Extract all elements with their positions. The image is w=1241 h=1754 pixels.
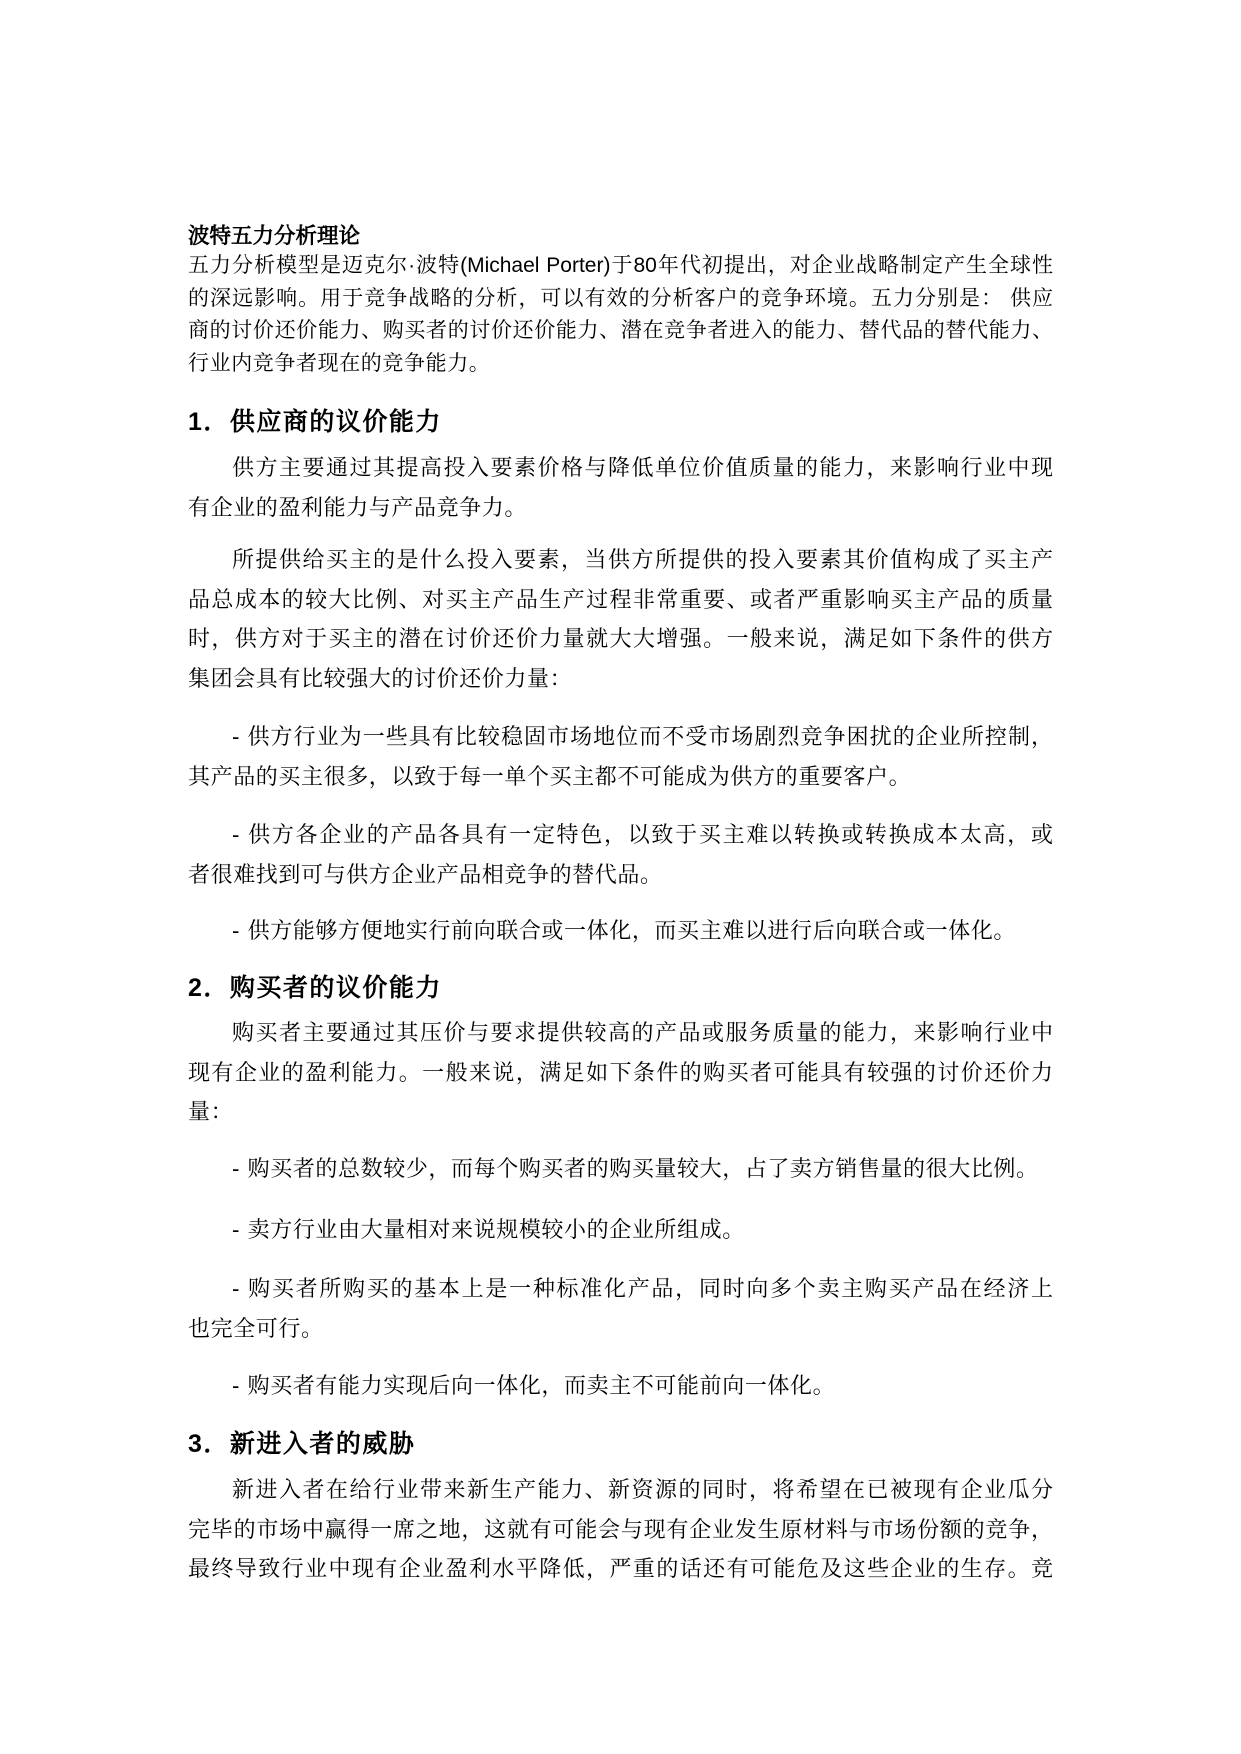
bullet-item [188,912,1053,952]
paragraph-line: - 供方各企业的产品各具有一定特色，以致于买主难以转换或转换成本太高，或 [232,823,1053,848]
section-heading: 1．供应商的议价能力 [188,408,442,436]
paragraph-line: 购买者主要通过其压价与要求提供较高的产品或服务质量的能力，来影响行业中 [232,1021,1053,1046]
paragraph-line: 品总成本的较大比例、对买主产品生产过程非常重要、或者严重影响买主产品的质量 [188,587,1053,613]
paragraph-line: 集团会具有比较强大的讨价还价力量： [188,666,573,692]
body-paragraph [188,1471,1053,1590]
paragraph-line: - 卖方行业由大量相对来说规模较小的企业所组成。 [232,1218,745,1243]
paragraph-line: - 供方行业为一些具有比较稳固市场地位而不受市场剧烈竞争困扰的企业所控制， [232,725,1053,750]
intro-line: 五力分析模型是迈克尔·波特(Michael Porter)于80年代初提出，对企业战略制定产生全球性 [188,254,1053,277]
paragraph-line: 现有企业的盈利能力。一般来说，满足如下条件的购买者可能具有较强的讨价还价力 [188,1060,1053,1086]
bullet-item [188,1270,1053,1349]
bullet-item [188,1367,1053,1407]
section-heading: 2．购买者的议价能力 [188,974,442,1002]
bullet-item [188,1150,1053,1190]
paragraph-line: 时，供方对于买主的潜在讨价还价力量就大大增强。一般来说，满足如下条件的供方 [188,627,1053,652]
paragraph-line: 新进入者在给行业带来新生产能力、新资源的同时，将希望在已被现有企业瓜分 [232,1478,1053,1503]
body-paragraph [188,449,1053,528]
paragraph-line: 也完全可行。 [188,1316,324,1342]
bullet-item [188,816,1053,895]
paragraph-line: 完毕的市场中赢得一席之地，这就有可能会与现有企业发生原材料与市场份额的竞争， [188,1517,1053,1543]
bullet-item [188,1211,1053,1251]
document-title: 波特五力分析理论 [188,224,361,248]
body-paragraph [188,541,1053,699]
paragraph-line: 最终导致行业中现有企业盈利水平降低，严重的话还有可能危及这些企业的生存。竞 [188,1557,1053,1582]
paragraph-line: - 供方能够方便地实行前向联合或一体化，而买主难以进行后向联合或一体化。 [232,919,1017,944]
intro-line: 行业内竞争者现在的竞争能力。 [188,351,491,375]
paragraph-line: 量： [188,1100,234,1125]
intro-line: 的深远影响。用于竞争战略的分析，可以有效的分析客户的竞争环境。五力分别是： 供应 [188,286,1053,310]
section-heading: 3．新进入者的威胁 [188,1430,416,1458]
intro-paragraph [188,250,1053,380]
bullet-item [188,718,1053,797]
paragraph-line: - 购买者的总数较少，而每个购买者的购买量较大，占了卖方销售量的很大比例。 [232,1157,1039,1182]
body-paragraph [188,1014,1053,1133]
paragraph-line: 所提供给买主的是什么投入要素，当供方所提供的投入要素其价值构成了买主产 [232,548,1053,573]
paragraph-line: - 购买者所购买的基本上是一种标准化产品，同时向多个卖主购买产品在经济上 [232,1277,1053,1302]
paragraph-line: 者很难找到可与供方企业产品相竞争的替代品。 [188,862,663,888]
paragraph-line: - 购买者有能力实现后向一体化，而卖主不可能前向一体化。 [232,1374,836,1399]
paragraph-line: 供方主要通过其提高投入要素价格与降低单位价值质量的能力，来影响行业中现 [232,456,1053,481]
intro-line: 商的讨价还价能力、购买者的讨价还价能力、潜在竞争者进入的能力、替代品的替代能力、 [188,319,1053,343]
paragraph-line: 有企业的盈利能力与产品竞争力。 [188,495,528,521]
paragraph-line: 其产品的买主很多，以致于每一单个买主都不可能成为供方的重要客户。 [188,764,912,790]
